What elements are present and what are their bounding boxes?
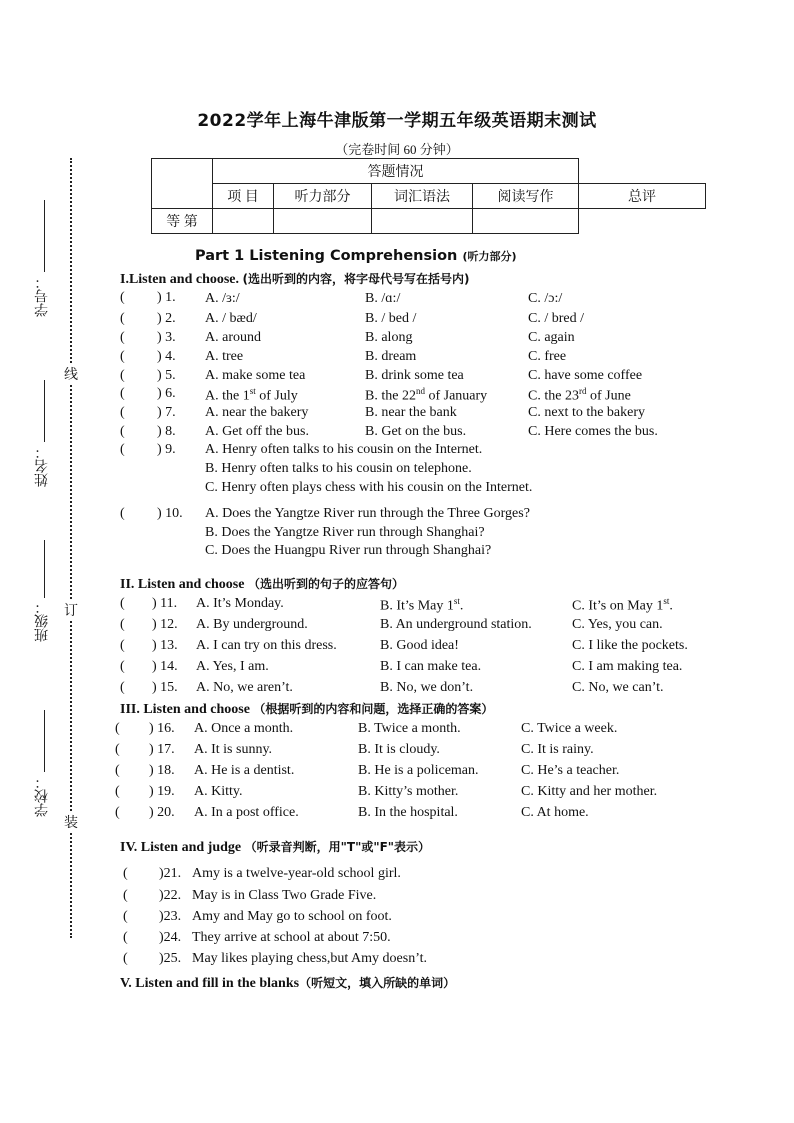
option-c: C. I am making tea.	[572, 659, 683, 674]
option-b: B. near the bank	[365, 405, 457, 420]
option-c: C. At home.	[521, 805, 589, 820]
option-b: B. / bed /	[365, 311, 417, 326]
question-number: ) 8.	[157, 424, 176, 439]
answer-paren[interactable]: (	[115, 721, 120, 736]
question-number: ) 16.	[149, 721, 175, 736]
option-b: B. It is cloudy.	[358, 742, 440, 757]
page-subtitle: （完卷时间 60 分钟）	[335, 142, 459, 157]
section5-heading	[120, 974, 455, 992]
option-b: B. Kitty’s mother.	[358, 784, 459, 799]
answer-paren[interactable]: (	[120, 311, 125, 326]
answer-paren[interactable]: (	[123, 909, 128, 924]
section3-instruction: （根据听到的内容和问题，选择正确的答案）	[253, 702, 494, 716]
score-table	[151, 158, 706, 234]
school-label: 学校：	[34, 775, 50, 817]
answer-paren[interactable]: (	[120, 368, 125, 383]
option-b: B. It’s May 1st.	[380, 596, 464, 614]
class-label: 班级：	[34, 600, 50, 642]
option-a: A. near the bakery	[205, 405, 309, 420]
question-number: ) 10.	[157, 506, 183, 521]
answer-paren[interactable]: (	[120, 386, 125, 401]
part1-heading	[195, 248, 517, 264]
option-c: C. No, we can’t.	[572, 680, 664, 695]
row-label-grade: 等 第	[152, 209, 213, 234]
option-b: B. He is a policeman.	[358, 763, 479, 778]
answer-paren[interactable]: (	[120, 659, 125, 674]
statement-text: May likes playing chess,but Amy doesn’t.	[192, 951, 427, 966]
option-a: A. He is a dentist.	[194, 763, 295, 778]
section1-title: I.Listen and choose.	[120, 272, 240, 287]
col-listening: 听力部分	[274, 184, 372, 209]
answer-paren[interactable]: (	[115, 763, 120, 778]
option-b: B. Good idea!	[380, 638, 459, 653]
grade-total[interactable]	[473, 209, 579, 234]
section4-title: IV. Listen and judge	[120, 840, 242, 855]
option-c: C. Here comes the bus.	[528, 424, 658, 439]
section4-heading	[120, 838, 430, 856]
answer-paren[interactable]: (	[120, 349, 125, 364]
question-number: ) 5.	[157, 368, 176, 383]
option-a: A. Get off the bus.	[205, 424, 309, 439]
answer-paren[interactable]: (	[120, 596, 125, 611]
option-a: A. I can try on this dress.	[196, 638, 337, 653]
grade-vocab[interactable]	[274, 209, 372, 234]
score-table-corner	[152, 159, 213, 209]
section3-heading	[120, 700, 493, 718]
option-b: B. An underground station.	[380, 617, 532, 632]
question-number: ) 1.	[157, 290, 176, 305]
question-number: )23.	[159, 909, 182, 924]
part1-cn: (听力部分)	[462, 250, 517, 263]
option-c: C. free	[528, 349, 567, 364]
score-table-header: 答题情况	[213, 159, 579, 184]
question-number: ) 17.	[149, 742, 175, 757]
answer-paren[interactable]: (	[120, 506, 125, 521]
option-c: C. I like the pockets.	[572, 638, 688, 653]
line-char: 线	[64, 364, 78, 384]
option-c: C. Kitty and her mother.	[521, 784, 658, 799]
section3-title: III. Listen and choose	[120, 702, 250, 717]
option-b: B. In the hospital.	[358, 805, 458, 820]
option-a: A. No, we aren’t.	[196, 680, 293, 695]
question-number: ) 6.	[157, 386, 176, 401]
option-b: B. along	[365, 330, 413, 345]
option-c: C. /ɔ:/	[528, 291, 563, 306]
row-label-item: 项 目	[213, 184, 274, 209]
question-number: )24.	[159, 930, 182, 945]
bind-char: 订	[64, 600, 78, 620]
question-number: ) 15.	[152, 680, 178, 695]
grade-reading[interactable]	[372, 209, 473, 234]
section5-instruction: （听短文，填入所缺的单词）	[299, 976, 456, 990]
question-number: ) 19.	[149, 784, 175, 799]
answer-paren[interactable]: (	[120, 680, 125, 695]
answer-paren[interactable]: (	[120, 638, 125, 653]
option-a: A. / bæd/	[205, 311, 257, 326]
answer-paren[interactable]: (	[123, 866, 128, 881]
option-a: A. Once a month.	[194, 721, 294, 736]
answer-paren[interactable]: (	[120, 290, 125, 305]
option-c: C. again	[528, 330, 575, 345]
option-b: B. No, we don’t.	[380, 680, 474, 695]
question-number: ) 2.	[157, 311, 176, 326]
option-b: B. /ɑ:/	[365, 291, 401, 306]
option-b: B. the 22nd of January	[365, 386, 488, 404]
option-c: C. It is rainy.	[521, 742, 594, 757]
question-number: ) 4.	[157, 349, 176, 364]
answer-paren[interactable]: (	[120, 424, 125, 439]
option-b: B. Get on the bus.	[365, 424, 467, 439]
option-c: C. / bred /	[528, 311, 584, 326]
question-number: ) 18.	[149, 763, 175, 778]
answer-paren[interactable]: (	[120, 617, 125, 632]
class-blank	[44, 540, 45, 598]
option-c: C. Does the Huangpu River run through Shanghai?	[205, 543, 492, 558]
name-blank	[44, 380, 45, 442]
col-reading: 阅读写作	[473, 184, 579, 209]
option-a: A. In a post office.	[194, 805, 299, 820]
answer-paren[interactable]: (	[123, 930, 128, 945]
col-total: 总评	[579, 184, 706, 209]
option-a: A. make some tea	[205, 368, 306, 383]
school-blank	[44, 710, 45, 772]
section1-instruction: (选出听到的内容，将字母代号写在括号内)	[242, 272, 470, 286]
student-no-label: 学号：	[34, 275, 50, 317]
option-a: A. It’s Monday.	[196, 596, 284, 611]
grade-listening[interactable]	[213, 209, 274, 234]
question-number: ) 12.	[152, 617, 178, 632]
option-b: B. Twice a month.	[358, 721, 461, 736]
section4-instruction: （听录音判断，用"T"或"F"表示）	[244, 840, 431, 854]
question-number: )25.	[159, 951, 182, 966]
section5-title: V. Listen and fill in the blanks	[120, 976, 300, 991]
statement-text: They arrive at school at about 7:50.	[192, 930, 391, 945]
answer-paren[interactable]: (	[115, 742, 120, 757]
section2-heading	[120, 575, 404, 593]
question-number: ) 11.	[152, 596, 178, 611]
name-label: 姓名：	[34, 445, 50, 487]
option-c: C. Henry often plays chess with his cousin on the Internet.	[205, 480, 533, 495]
statement-text: Amy and May go to school on foot.	[192, 909, 392, 924]
question-number: ) 9.	[157, 442, 176, 457]
option-c: C. have some coffee	[528, 368, 643, 383]
question-number: )22.	[159, 888, 182, 903]
section2-title: II. Listen and choose	[120, 577, 245, 592]
question-number: ) 20.	[149, 805, 175, 820]
option-a: A. It is sunny.	[194, 742, 273, 757]
statement-text: Amy is a twelve-year-old school girl.	[192, 866, 401, 881]
answer-paren[interactable]: (	[123, 888, 128, 903]
option-c: C. Yes, you can.	[572, 617, 663, 632]
section2-instruction: （选出听到的句子的应答句）	[247, 577, 404, 591]
answer-paren[interactable]: (	[115, 784, 120, 799]
answer-paren[interactable]: (	[123, 951, 128, 966]
page-title: 2022学年上海牛津版第一学期五年级英语期末测试	[197, 111, 597, 131]
part1-title: Part 1 Listening Comprehension	[195, 248, 458, 264]
option-b: B. Henry often talks to his cousin on telephone.	[205, 461, 472, 476]
col-vocab: 词汇语法	[372, 184, 473, 209]
question-number: ) 13.	[152, 638, 178, 653]
option-a: A. Yes, I am.	[196, 659, 269, 674]
option-c: C. Twice a week.	[521, 721, 618, 736]
option-a: A. Kitty.	[194, 784, 243, 799]
answer-paren[interactable]: (	[115, 805, 120, 820]
option-c: C. the 23rd of June	[528, 386, 631, 404]
option-a: A. tree	[205, 349, 244, 364]
option-b: B. I can make tea.	[380, 659, 482, 674]
section1-heading	[120, 270, 470, 288]
staple-char: 装	[64, 812, 78, 832]
option-c: C. He’s a teacher.	[521, 763, 620, 778]
answer-paren[interactable]: (	[120, 330, 125, 345]
answer-paren[interactable]: (	[120, 405, 125, 420]
option-a: A. By underground.	[196, 617, 308, 632]
student-no-blank	[44, 200, 45, 272]
option-c: C. It’s on May 1st.	[572, 596, 673, 614]
question-number: ) 7.	[157, 405, 176, 420]
option-a: A. around	[205, 330, 261, 345]
question-number: )21.	[159, 866, 182, 881]
option-a: A. /ɜ:/	[205, 291, 240, 306]
option-b: B. drink some tea	[365, 368, 464, 383]
question-number: ) 3.	[157, 330, 176, 345]
statement-text: May is in Class Two Grade Five.	[192, 888, 377, 903]
option-b: B. Does the Yangtze River run through Shanghai?	[205, 525, 485, 540]
option-b: B. dream	[365, 349, 417, 364]
option-a: A. Henry often talks to his cousin on the Internet.	[205, 442, 483, 457]
answer-paren[interactable]: (	[120, 442, 125, 457]
option-a: A. Does the Yangtze River run through the Three Gorges?	[205, 506, 530, 521]
option-c: C. next to the bakery	[528, 405, 646, 420]
option-a: A. the 1st of July	[205, 386, 298, 404]
question-number: ) 14.	[152, 659, 178, 674]
